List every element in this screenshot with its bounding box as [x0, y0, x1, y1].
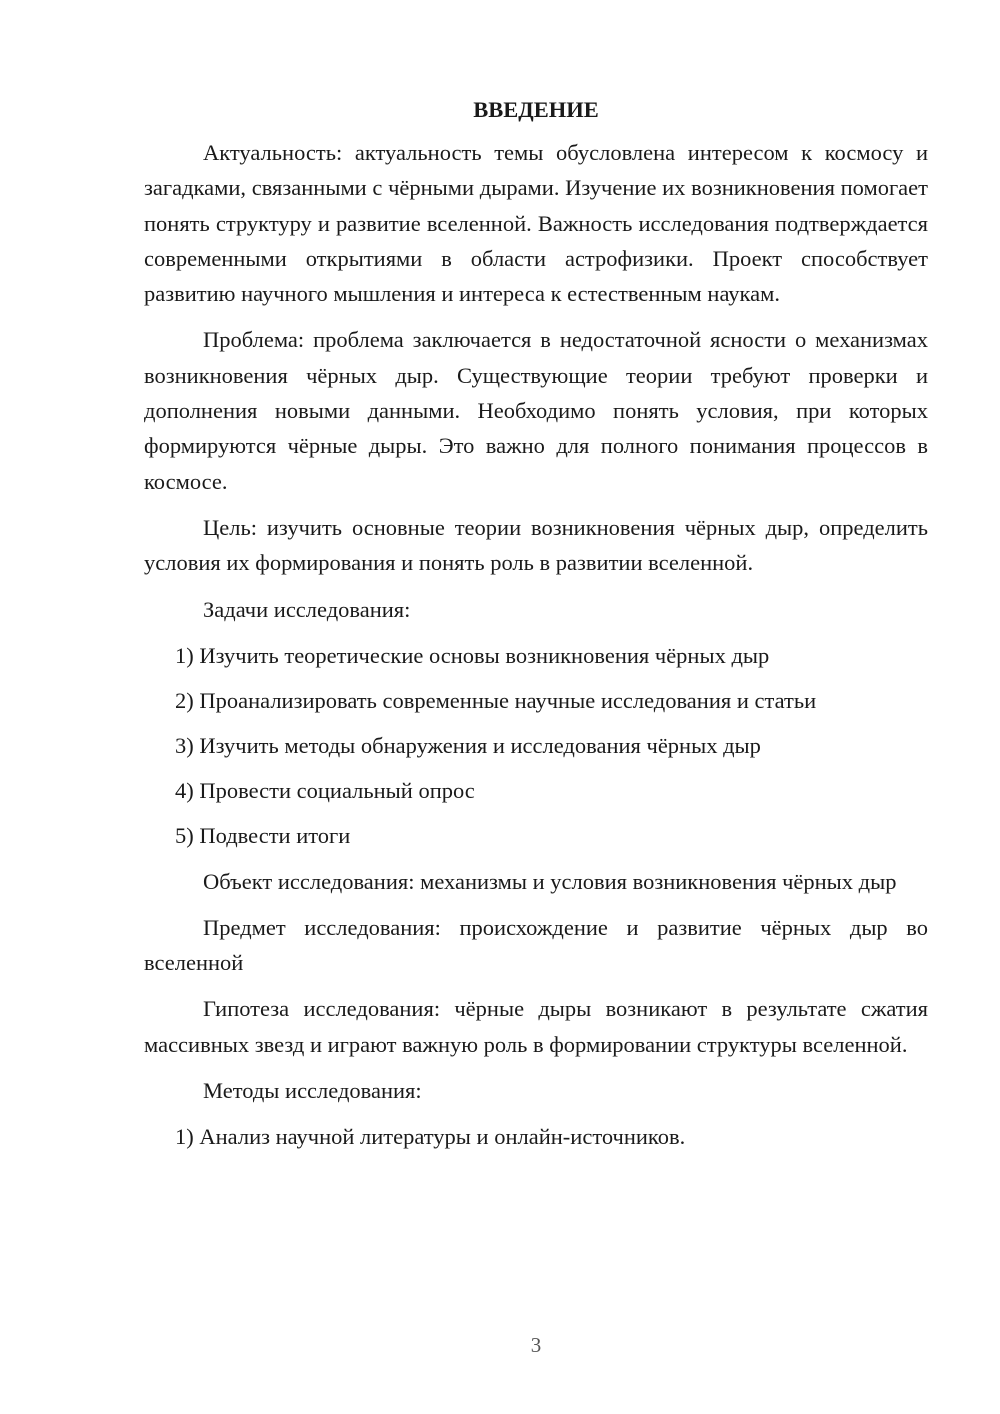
methods-heading: Методы исследования:	[203, 1078, 422, 1104]
tasks-list	[144, 638, 928, 853]
relevance-paragraph: Актуальность: актуальность темы обусловлена интересом к космосу и загадками, связанными с чёрными дырами. Изучение их возникновения помогает понять структуру и развитие вселенной. Важность исследования подтверждается современными открытиями в области астрофизики. Проект способствует развитию научного мышления и интереса к естественным наукам.	[144, 140, 928, 307]
problem-paragraph: Проблема: проблема заключается в недостаточной ясности о механизмах возникновения чёрных дыр. Существующие теории требуют проверки и дополнения новыми данными. Необходимо понять условия, при которых формируются чёрные дыры. Это важно для полного понимания процессов в космосе.	[144, 327, 928, 494]
hypothesis-paragraph: Гипотеза исследования: чёрные дыры возникают в результате сжатия массивных звезд и играют важную роль в формировании структуры вселенной.	[144, 996, 928, 1057]
page-title: ВВЕДЕНИЕ	[473, 97, 599, 122]
list-item: 1) Анализ научной литературы и онлайн-источников.	[175, 1124, 686, 1150]
list-item: 2) Проанализировать современные научные исследования и статьи	[175, 687, 817, 713]
list-item: 1) Изучить теоретические основы возникновения чёрных дыр	[175, 642, 770, 668]
goal-paragraph: Цель: изучить основные теории возникновения чёрных дыр, определить условия их формирования и понять роль в развитии вселенной.	[144, 514, 928, 576]
subject-paragraph: Предмет исследования: происхождение и развитие чёрных дыр во вселенной	[144, 914, 928, 976]
document-page	[144, 92, 928, 1164]
object-paragraph: Объект исследования: механизмы и условия возникновения чёрных дыр	[203, 868, 897, 894]
list-item: 3) Изучить методы обнаружения и исследования чёрных дыр	[175, 732, 761, 758]
methods-list	[144, 1119, 928, 1164]
page-number: 3	[530, 1333, 542, 1357]
tasks-heading: Задачи исследования:	[203, 596, 411, 622]
list-item: 5) Подвести итоги	[175, 822, 351, 848]
list-item: 4) Провести социальный опрос	[175, 777, 475, 803]
